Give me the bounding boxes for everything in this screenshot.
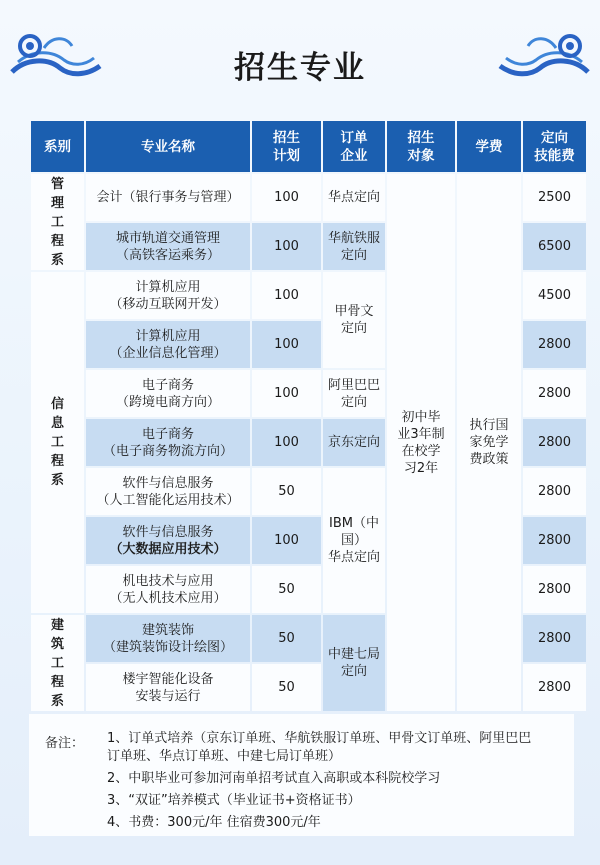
- header-directional-skill-fee: 定向 技能费: [523, 121, 586, 172]
- header-tuition: 学费: [457, 121, 521, 172]
- header-target-students: 招生 对象: [387, 121, 455, 172]
- enrollment-plan: 100: [252, 272, 321, 319]
- major-name: 建筑装饰 （建筑装饰设计绘图）: [86, 615, 250, 662]
- enrollment-plan: 50: [252, 566, 321, 613]
- order-company: 甲骨文 定向: [323, 272, 385, 368]
- notes-panel: [29, 714, 574, 836]
- skill-fee: 4500: [523, 272, 586, 319]
- page-title: 招生专业: [234, 50, 366, 86]
- department-management-engineering: 管理工程系: [31, 174, 84, 270]
- major-name: 机电技术与应用 （无人机技术应用）: [86, 566, 250, 613]
- skill-fee: 2800: [523, 517, 586, 564]
- order-company: 华点定向: [323, 174, 385, 221]
- enrollment-plan: 100: [252, 370, 321, 417]
- notes-label: 备注：: [45, 736, 85, 751]
- major-name: 软件与信息服务 （人工智能化运用技术）: [86, 468, 250, 515]
- note-item-4: 4、书费：300元/年 住宿费300元/年: [107, 815, 321, 830]
- order-company: 阿里巴巴 定向: [323, 370, 385, 417]
- enrollment-plan: 100: [252, 321, 321, 368]
- skill-fee: 2500: [523, 174, 586, 221]
- department-information-engineering: 信息工程系: [31, 272, 84, 613]
- header-major-name: 专业名称: [86, 121, 250, 172]
- tuition-policy: 执行国 家免学 费政策: [457, 174, 521, 711]
- skill-fee: 6500: [523, 223, 586, 270]
- skill-fee: 2800: [523, 321, 586, 368]
- note-item-1: 1、订单式培养（京东订单班、华航铁服订单班、甲骨文订单班、阿里巴巴 订单班、华点订单班、中建七局订单班）: [107, 731, 532, 764]
- enrollment-plan: 100: [252, 174, 321, 221]
- header-order-company: 订单 企业: [323, 121, 385, 172]
- enrollment-plan: 100: [252, 517, 321, 564]
- skill-fee: 2800: [523, 468, 586, 515]
- header-enrollment-plan: 招生 计划: [252, 121, 321, 172]
- order-company: 京东定向: [323, 419, 385, 466]
- note-item-2: 2、中职毕业可参加河南单招考试直入高职或本科院校学习: [107, 771, 441, 786]
- order-company: 中建七局 定向: [323, 615, 385, 711]
- major-name: 软件与信息服务 （大数据应用技术）: [86, 517, 250, 564]
- major-name: 城市轨道交通管理 （高铁客运乘务）: [86, 223, 250, 270]
- order-company: IBM（中国） 华点定向: [323, 468, 385, 613]
- skill-fee: 2800: [523, 419, 586, 466]
- majors-table: [29, 119, 588, 713]
- table-row: [31, 174, 586, 221]
- enrollment-plan: 50: [252, 664, 321, 711]
- order-company: 华航铁服 定向: [323, 223, 385, 270]
- major-name: 计算机应用 （移动互联网开发）: [86, 272, 250, 319]
- enrollment-plan: 50: [252, 615, 321, 662]
- enrollment-plan: 100: [252, 223, 321, 270]
- note-item-3: 3、“双证”培养模式（毕业证书+资格证书）: [107, 793, 361, 808]
- department-construction-engineering: 建筑工程系: [31, 615, 84, 711]
- table-header-row: [31, 121, 586, 172]
- major-name: 会计（银行事务与管理）: [86, 174, 250, 221]
- major-name: 楼宇智能化设备 安装与运行: [86, 664, 250, 711]
- skill-fee: 2800: [523, 664, 586, 711]
- skill-fee: 2800: [523, 615, 586, 662]
- major-name: 电子商务 （电子商务物流方向）: [86, 419, 250, 466]
- major-name: 计算机应用 （企业信息化管理）: [86, 321, 250, 368]
- skill-fee: 2800: [523, 370, 586, 417]
- major-name: 电子商务 （跨境电商方向）: [86, 370, 250, 417]
- header-department: 系别: [31, 121, 84, 172]
- enrollment-plan: 50: [252, 468, 321, 515]
- target-students: 初中毕 业3年制 在校学 习2年: [387, 174, 455, 711]
- enrollment-plan: 100: [252, 419, 321, 466]
- skill-fee: 2800: [523, 566, 586, 613]
